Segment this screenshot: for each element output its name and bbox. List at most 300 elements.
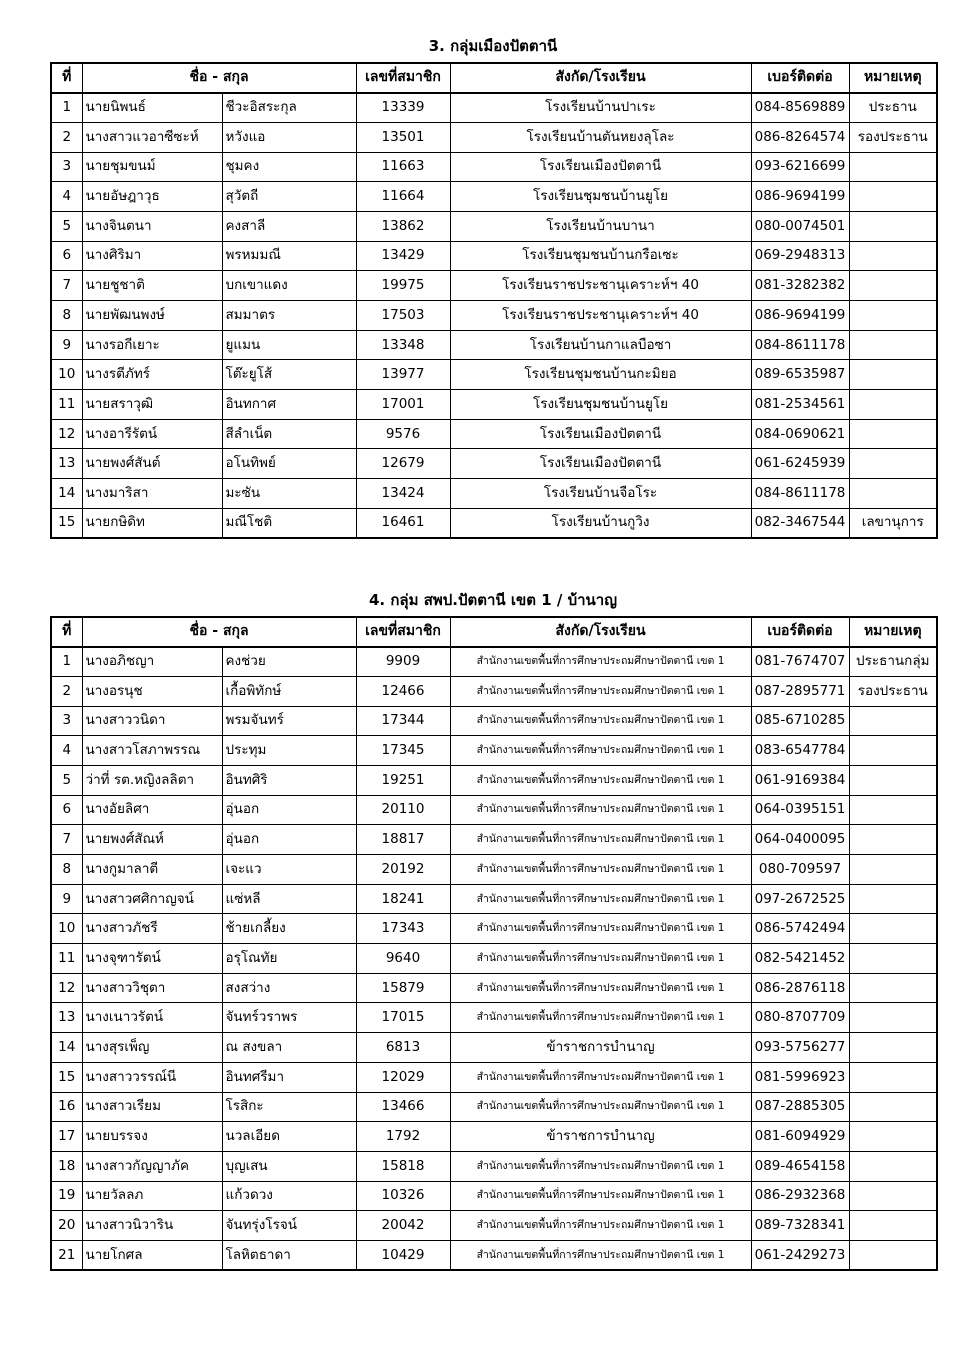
table-row — [51, 736, 937, 766]
header-name: ชื่อ - สกุล — [82, 63, 356, 93]
note — [849, 1181, 937, 1211]
note — [849, 479, 937, 509]
first-name: นายพงศ์สันต์ — [82, 449, 222, 479]
first-name: นางสุรเพ็ญ — [82, 1033, 222, 1063]
surname: อุ่นอก — [222, 795, 356, 825]
note — [849, 211, 937, 241]
table-row — [51, 182, 937, 212]
first-name: นายนิพนธ์ — [82, 93, 222, 123]
phone-number: 093-5756277 — [751, 1033, 849, 1063]
surname: ณ สงขลา — [222, 1033, 356, 1063]
affiliation: โรงเรียนราชประชานุเคราะห์ฯ 40 — [450, 301, 751, 331]
member-id: 11663 — [356, 152, 450, 182]
note — [849, 390, 937, 420]
note — [849, 1062, 937, 1092]
affiliation: สำนักงานเขตพื้นที่การศึกษาประถมศึกษาปัตตานี เขต 1 — [450, 1062, 751, 1092]
surname: เกื้อพิทักษ์ — [222, 676, 356, 706]
first-name: นางมาริสา — [82, 479, 222, 509]
surname: เจะแว — [222, 855, 356, 885]
note: ประธานกลุ่ม — [849, 647, 937, 677]
member-id: 13429 — [356, 241, 450, 271]
table-row — [51, 647, 937, 677]
table-header-row — [51, 617, 937, 647]
surname: อรุโณทัย — [222, 944, 356, 974]
phone-number: 086-5742494 — [751, 914, 849, 944]
first-name: นางสาววรรณ์นี — [82, 1062, 222, 1092]
surname: โรสิกะ — [222, 1092, 356, 1122]
note — [849, 855, 937, 885]
member-id: 6813 — [356, 1033, 450, 1063]
row-number: 3 — [51, 152, 82, 182]
member-id: 20042 — [356, 1211, 450, 1241]
affiliation: โรงเรียนบ้านกูวิง — [450, 508, 751, 538]
affiliation: สำนักงานเขตพื้นที่การศึกษาประถมศึกษาปัตตานี เขต 1 — [450, 647, 751, 677]
row-number: 15 — [51, 508, 82, 538]
note — [849, 944, 937, 974]
phone-number: 089-4654158 — [751, 1151, 849, 1181]
row-number: 7 — [51, 271, 82, 301]
table-row — [51, 1240, 937, 1270]
affiliation: โรงเรียนชุมชนบ้านกะมิยอ — [450, 360, 751, 390]
surname: โต๊ะยูโส้ — [222, 360, 356, 390]
affiliation: สำนักงานเขตพื้นที่การศึกษาประถมศึกษาปัตตานี เขต 1 — [450, 914, 751, 944]
affiliation: โรงเรียนชุมชนบ้านยูโย — [450, 390, 751, 420]
first-name: นางศิริมา — [82, 241, 222, 271]
row-number: 8 — [51, 301, 82, 331]
first-name: นายสราวุฒิ — [82, 390, 222, 420]
note — [849, 825, 937, 855]
member-id: 13424 — [356, 479, 450, 509]
member-id: 18817 — [356, 825, 450, 855]
affiliation: โรงเรียนเมืองปัตตานี — [450, 449, 751, 479]
member-id: 9640 — [356, 944, 450, 974]
note — [849, 1211, 937, 1241]
surname: คงช่วย — [222, 647, 356, 677]
first-name: นางอรนุช — [82, 676, 222, 706]
row-number: 21 — [51, 1240, 82, 1270]
affiliation: โรงเรียนบ้านปาเระ — [450, 93, 751, 123]
member-id: 17503 — [356, 301, 450, 331]
note — [849, 736, 937, 766]
row-number: 1 — [51, 93, 82, 123]
first-name: นางจุฑารัตน์ — [82, 944, 222, 974]
note — [849, 152, 937, 182]
first-name: นางจินตนา — [82, 211, 222, 241]
affiliation: สำนักงานเขตพื้นที่การศึกษาประถมศึกษาปัตตานี เขต 1 — [450, 1092, 751, 1122]
member-id: 15818 — [356, 1151, 450, 1181]
surname: สมมาตร — [222, 301, 356, 331]
row-number: 9 — [51, 884, 82, 914]
affiliation: สำนักงานเขตพื้นที่การศึกษาประถมศึกษาปัตตานี เขต 1 — [450, 855, 751, 885]
table-row — [51, 419, 937, 449]
member-id: 15879 — [356, 973, 450, 1003]
member-id: 17345 — [356, 736, 450, 766]
member-id: 17344 — [356, 706, 450, 736]
note: ประธาน — [849, 93, 937, 123]
affiliation: โรงเรียนเมืองปัตตานี — [450, 419, 751, 449]
phone-number: 086-2932368 — [751, 1181, 849, 1211]
phone-number: 080-709597 — [751, 855, 849, 885]
table-row — [51, 1062, 937, 1092]
table-row — [51, 93, 937, 123]
surname: มะซัน — [222, 479, 356, 509]
surname: จันทร์วราพร — [222, 1003, 356, 1033]
surname: อินทศรีมา — [222, 1062, 356, 1092]
surname: บุญเสน — [222, 1151, 356, 1181]
row-number: 15 — [51, 1062, 82, 1092]
section-4-rows — [51, 647, 937, 1270]
surname: ยูแมน — [222, 330, 356, 360]
first-name: นางสาวนิวาริน — [82, 1211, 222, 1241]
surname: อุ่นอก — [222, 825, 356, 855]
first-name: นายวัลลภ — [82, 1181, 222, 1211]
table-row — [51, 1033, 937, 1063]
phone-number: 061-2429273 — [751, 1240, 849, 1270]
row-number: 13 — [51, 449, 82, 479]
header-member-id: เลขที่สมาชิก — [356, 63, 450, 93]
note — [849, 301, 937, 331]
header-member-id: เลขที่สมาชิก — [356, 617, 450, 647]
table-row — [51, 241, 937, 271]
note — [849, 1240, 937, 1270]
section-4-title: 4. กลุ่ม สพป.ปัตตานี เขต 1 / บ้านาญ — [368, 591, 617, 609]
affiliation: สำนักงานเขตพื้นที่การศึกษาประถมศึกษาปัตตานี เขต 1 — [450, 706, 751, 736]
table-row — [51, 765, 937, 795]
note — [849, 795, 937, 825]
affiliation: สำนักงานเขตพื้นที่การศึกษาประถมศึกษาปัตตานี เขต 1 — [450, 676, 751, 706]
first-name: นางสาวโสภาพรรณ — [82, 736, 222, 766]
table-row — [51, 676, 937, 706]
phone-number: 080-0074501 — [751, 211, 849, 241]
member-id: 11664 — [356, 182, 450, 212]
member-id: 17001 — [356, 390, 450, 420]
phone-number: 083-6547784 — [751, 736, 849, 766]
table-row — [51, 152, 937, 182]
note — [849, 419, 937, 449]
surname: มณีโชติ — [222, 508, 356, 538]
table-row — [51, 1003, 937, 1033]
surname: สุวัตถี — [222, 182, 356, 212]
member-id: 17015 — [356, 1003, 450, 1033]
surname: คงสาลี — [222, 211, 356, 241]
section-4-table — [50, 616, 938, 1271]
phone-number: 081-3282382 — [751, 271, 849, 301]
row-number: 6 — [51, 795, 82, 825]
surname: หวังแอ — [222, 122, 356, 152]
table-row — [51, 449, 937, 479]
row-number: 14 — [51, 1033, 82, 1063]
table-row — [51, 1181, 937, 1211]
surname: พรหมมณี — [222, 241, 356, 271]
first-name: นางสาววนิดา — [82, 706, 222, 736]
member-id: 13339 — [356, 93, 450, 123]
affiliation: สำนักงานเขตพื้นที่การศึกษาประถมศึกษาปัตตานี เขต 1 — [450, 944, 751, 974]
note — [849, 1033, 937, 1063]
member-id: 13862 — [356, 211, 450, 241]
phone-number: 081-5996923 — [751, 1062, 849, 1092]
note — [849, 449, 937, 479]
affiliation: สำนักงานเขตพื้นที่การศึกษาประถมศึกษาปัตตานี เขต 1 — [450, 884, 751, 914]
note: รองประธาน — [849, 122, 937, 152]
note — [849, 914, 937, 944]
note — [849, 1122, 937, 1152]
surname: สีลำเน็ต — [222, 419, 356, 449]
member-id: 17343 — [356, 914, 450, 944]
section-3-table — [50, 62, 938, 539]
header-affiliation: สังกัด/โรงเรียน — [450, 63, 751, 93]
affiliation: สำนักงานเขตพื้นที่การศึกษาประถมศึกษาปัตตานี เขต 1 — [450, 1151, 751, 1181]
member-id: 12466 — [356, 676, 450, 706]
note — [849, 360, 937, 390]
table-row — [51, 973, 937, 1003]
surname: ชีวะอิสระกุล — [222, 93, 356, 123]
header-no: ที่ — [51, 617, 82, 647]
table-row — [51, 855, 937, 885]
table-row — [51, 1092, 937, 1122]
phone-number: 084-8611178 — [751, 330, 849, 360]
phone-number: 089-7328341 — [751, 1211, 849, 1241]
affiliation: สำนักงานเขตพื้นที่การศึกษาประถมศึกษาปัตตานี เขต 1 — [450, 736, 751, 766]
row-number: 2 — [51, 676, 82, 706]
table-row — [51, 944, 937, 974]
row-number: 9 — [51, 330, 82, 360]
row-number: 12 — [51, 419, 82, 449]
phone-number: 085-6710285 — [751, 706, 849, 736]
first-name: นางสาวภัชรี — [82, 914, 222, 944]
member-id: 13466 — [356, 1092, 450, 1122]
section-3-title: 3. กลุ่มเมืองปัตตานี — [428, 37, 558, 55]
surname: จันทรุ่งโรจน์ — [222, 1211, 356, 1241]
phone-number: 084-0690621 — [751, 419, 849, 449]
row-number: 7 — [51, 825, 82, 855]
surname: ช้ายเกลี้ยง — [222, 914, 356, 944]
phone-number: 086-9694199 — [751, 301, 849, 331]
header-note: หมายเหตุ — [849, 617, 937, 647]
row-number: 19 — [51, 1181, 82, 1211]
table-row — [51, 508, 937, 538]
surname: แซ่หลี — [222, 884, 356, 914]
affiliation: สำนักงานเขตพื้นที่การศึกษาประถมศึกษาปัตตานี เขต 1 — [450, 1240, 751, 1270]
table-row — [51, 706, 937, 736]
surname: พรมจันทร์ — [222, 706, 356, 736]
affiliation: โรงเรียนราชประชานุเคราะห์ฯ 40 — [450, 271, 751, 301]
surname: บกเขาแดง — [222, 271, 356, 301]
first-name: นางสาวแวอาซีซะห์ — [82, 122, 222, 152]
member-id: 12029 — [356, 1062, 450, 1092]
phone-number: 080-8707709 — [751, 1003, 849, 1033]
row-number: 16 — [51, 1092, 82, 1122]
surname: อโนทิพย์ — [222, 449, 356, 479]
member-id: 18241 — [356, 884, 450, 914]
header-note: หมายเหตุ — [849, 63, 937, 93]
phone-number: 084-8611178 — [751, 479, 849, 509]
affiliation: สำนักงานเขตพื้นที่การศึกษาประถมศึกษาปัตตานี เขต 1 — [450, 765, 751, 795]
first-name: นางสาวเรียม — [82, 1092, 222, 1122]
table-row — [51, 479, 937, 509]
phone-number: 082-3467544 — [751, 508, 849, 538]
member-id: 20192 — [356, 855, 450, 885]
affiliation: โรงเรียนบ้านกาแลบือซา — [450, 330, 751, 360]
row-number: 11 — [51, 390, 82, 420]
table-row — [51, 1151, 937, 1181]
member-id: 19975 — [356, 271, 450, 301]
affiliation: ข้าราชการบำนาญ — [450, 1122, 751, 1152]
table-row — [51, 360, 937, 390]
member-id: 16461 — [356, 508, 450, 538]
affiliation: โรงเรียนบ้านบานา — [450, 211, 751, 241]
note — [849, 973, 937, 1003]
phone-number: 082-5421452 — [751, 944, 849, 974]
row-number: 5 — [51, 211, 82, 241]
header-phone: เบอร์ติดต่อ — [751, 63, 849, 93]
phone-number: 061-6245939 — [751, 449, 849, 479]
first-name: นางสาววิชุตา — [82, 973, 222, 1003]
table-row — [51, 795, 937, 825]
phone-number: 086-2876118 — [751, 973, 849, 1003]
phone-number: 087-2895771 — [751, 676, 849, 706]
row-number: 5 — [51, 765, 82, 795]
row-number: 8 — [51, 855, 82, 885]
first-name: นางรตีภัทร์ — [82, 360, 222, 390]
affiliation: โรงเรียนบ้านจือโระ — [450, 479, 751, 509]
member-id: 13348 — [356, 330, 450, 360]
row-number: 18 — [51, 1151, 82, 1181]
member-id: 13501 — [356, 122, 450, 152]
row-number: 3 — [51, 706, 82, 736]
row-number: 13 — [51, 1003, 82, 1033]
first-name: นายโกศล — [82, 1240, 222, 1270]
note — [849, 1092, 937, 1122]
table-row — [51, 1122, 937, 1152]
member-id: 9576 — [356, 419, 450, 449]
row-number: 10 — [51, 360, 82, 390]
header-no: ที่ — [51, 63, 82, 93]
surname: ประทุม — [222, 736, 356, 766]
member-id: 20110 — [356, 795, 450, 825]
member-id: 13977 — [356, 360, 450, 390]
table-row — [51, 825, 937, 855]
surname: สงสว่าง — [222, 973, 356, 1003]
first-name: นางอารีรัตน์ — [82, 419, 222, 449]
surname: ชุมคง — [222, 152, 356, 182]
table-header-row — [51, 63, 937, 93]
phone-number: 069-2948313 — [751, 241, 849, 271]
phone-number: 089-6535987 — [751, 360, 849, 390]
phone-number: 084-8569889 — [751, 93, 849, 123]
first-name: นายชูชาติ — [82, 271, 222, 301]
phone-number: 064-0395151 — [751, 795, 849, 825]
row-number: 10 — [51, 914, 82, 944]
section-3-rows — [51, 93, 937, 538]
phone-number: 081-2534561 — [751, 390, 849, 420]
note — [849, 271, 937, 301]
row-number: 17 — [51, 1122, 82, 1152]
header-name: ชื่อ - สกุล — [82, 617, 356, 647]
affiliation: โรงเรียนชุมชนบ้านกรือเซะ — [450, 241, 751, 271]
first-name: นายพงศ์สัณห์ — [82, 825, 222, 855]
note — [849, 1151, 937, 1181]
first-name: นางสาวกัญญาภัค — [82, 1151, 222, 1181]
phone-number: 064-0400095 — [751, 825, 849, 855]
affiliation: สำนักงานเขตพื้นที่การศึกษาประถมศึกษาปัตตานี เขต 1 — [450, 1181, 751, 1211]
row-number: 2 — [51, 122, 82, 152]
first-name: นางอัยลิศา — [82, 795, 222, 825]
phone-number: 086-9694199 — [751, 182, 849, 212]
member-id: 9909 — [356, 647, 450, 677]
table-row — [51, 330, 937, 360]
surname: โลหิตธาดา — [222, 1240, 356, 1270]
first-name: นางอภิชญา — [82, 647, 222, 677]
member-id: 19251 — [356, 765, 450, 795]
row-number: 20 — [51, 1211, 82, 1241]
row-number: 1 — [51, 647, 82, 677]
affiliation: โรงเรียนบ้านตันหยงลุโละ — [450, 122, 751, 152]
note — [849, 884, 937, 914]
table-row — [51, 914, 937, 944]
row-number: 4 — [51, 182, 82, 212]
table-row — [51, 122, 937, 152]
table-row — [51, 390, 937, 420]
table-row — [51, 1211, 937, 1241]
first-name: นายชุมขนม์ — [82, 152, 222, 182]
member-id: 12679 — [356, 449, 450, 479]
row-number: 6 — [51, 241, 82, 271]
phone-number: 081-6094929 — [751, 1122, 849, 1152]
member-id: 10429 — [356, 1240, 450, 1270]
surname: แก้วดวง — [222, 1181, 356, 1211]
row-number: 4 — [51, 736, 82, 766]
table-row — [51, 884, 937, 914]
phone-number: 081-7674707 — [751, 647, 849, 677]
first-name: ว่าที่ รต.หญิงลลิตา — [82, 765, 222, 795]
affiliation: โรงเรียนเมืองปัตตานี — [450, 152, 751, 182]
first-name: นายกษิดิท — [82, 508, 222, 538]
row-number: 11 — [51, 944, 82, 974]
row-number: 14 — [51, 479, 82, 509]
note: รองประธาน — [849, 676, 937, 706]
affiliation: สำนักงานเขตพื้นที่การศึกษาประถมศึกษาปัตตานี เขต 1 — [450, 1211, 751, 1241]
table-row — [51, 301, 937, 331]
phone-number: 086-8264574 — [751, 122, 849, 152]
first-name: นางสาวศศิกาญจน์ — [82, 884, 222, 914]
affiliation: สำนักงานเขตพื้นที่การศึกษาประถมศึกษาปัตตานี เขต 1 — [450, 973, 751, 1003]
phone-number: 087-2885305 — [751, 1092, 849, 1122]
table-row — [51, 271, 937, 301]
affiliation: สำนักงานเขตพื้นที่การศึกษาประถมศึกษาปัตตานี เขต 1 — [450, 795, 751, 825]
member-id: 10326 — [356, 1181, 450, 1211]
phone-number: 061-9169384 — [751, 765, 849, 795]
first-name: นางเนาวรัตน์ — [82, 1003, 222, 1033]
surname: อินทศิริ — [222, 765, 356, 795]
first-name: นางกูมาลาตี — [82, 855, 222, 885]
row-number: 12 — [51, 973, 82, 1003]
affiliation: ข้าราชการบำนาญ — [450, 1033, 751, 1063]
phone-number: 093-6216699 — [751, 152, 849, 182]
note — [849, 241, 937, 271]
header-affiliation: สังกัด/โรงเรียน — [450, 617, 751, 647]
affiliation: สำนักงานเขตพื้นที่การศึกษาประถมศึกษาปัตตานี เขต 1 — [450, 1003, 751, 1033]
surname: อินทกาศ — [222, 390, 356, 420]
first-name: นายบรรจง — [82, 1122, 222, 1152]
table-row — [51, 211, 937, 241]
header-phone: เบอร์ติดต่อ — [751, 617, 849, 647]
phone-number: 097-2672525 — [751, 884, 849, 914]
note — [849, 706, 937, 736]
note — [849, 330, 937, 360]
first-name: นายอัษฎาวุธ — [82, 182, 222, 212]
note — [849, 765, 937, 795]
affiliation: สำนักงานเขตพื้นที่การศึกษาประถมศึกษาปัตตานี เขต 1 — [450, 825, 751, 855]
